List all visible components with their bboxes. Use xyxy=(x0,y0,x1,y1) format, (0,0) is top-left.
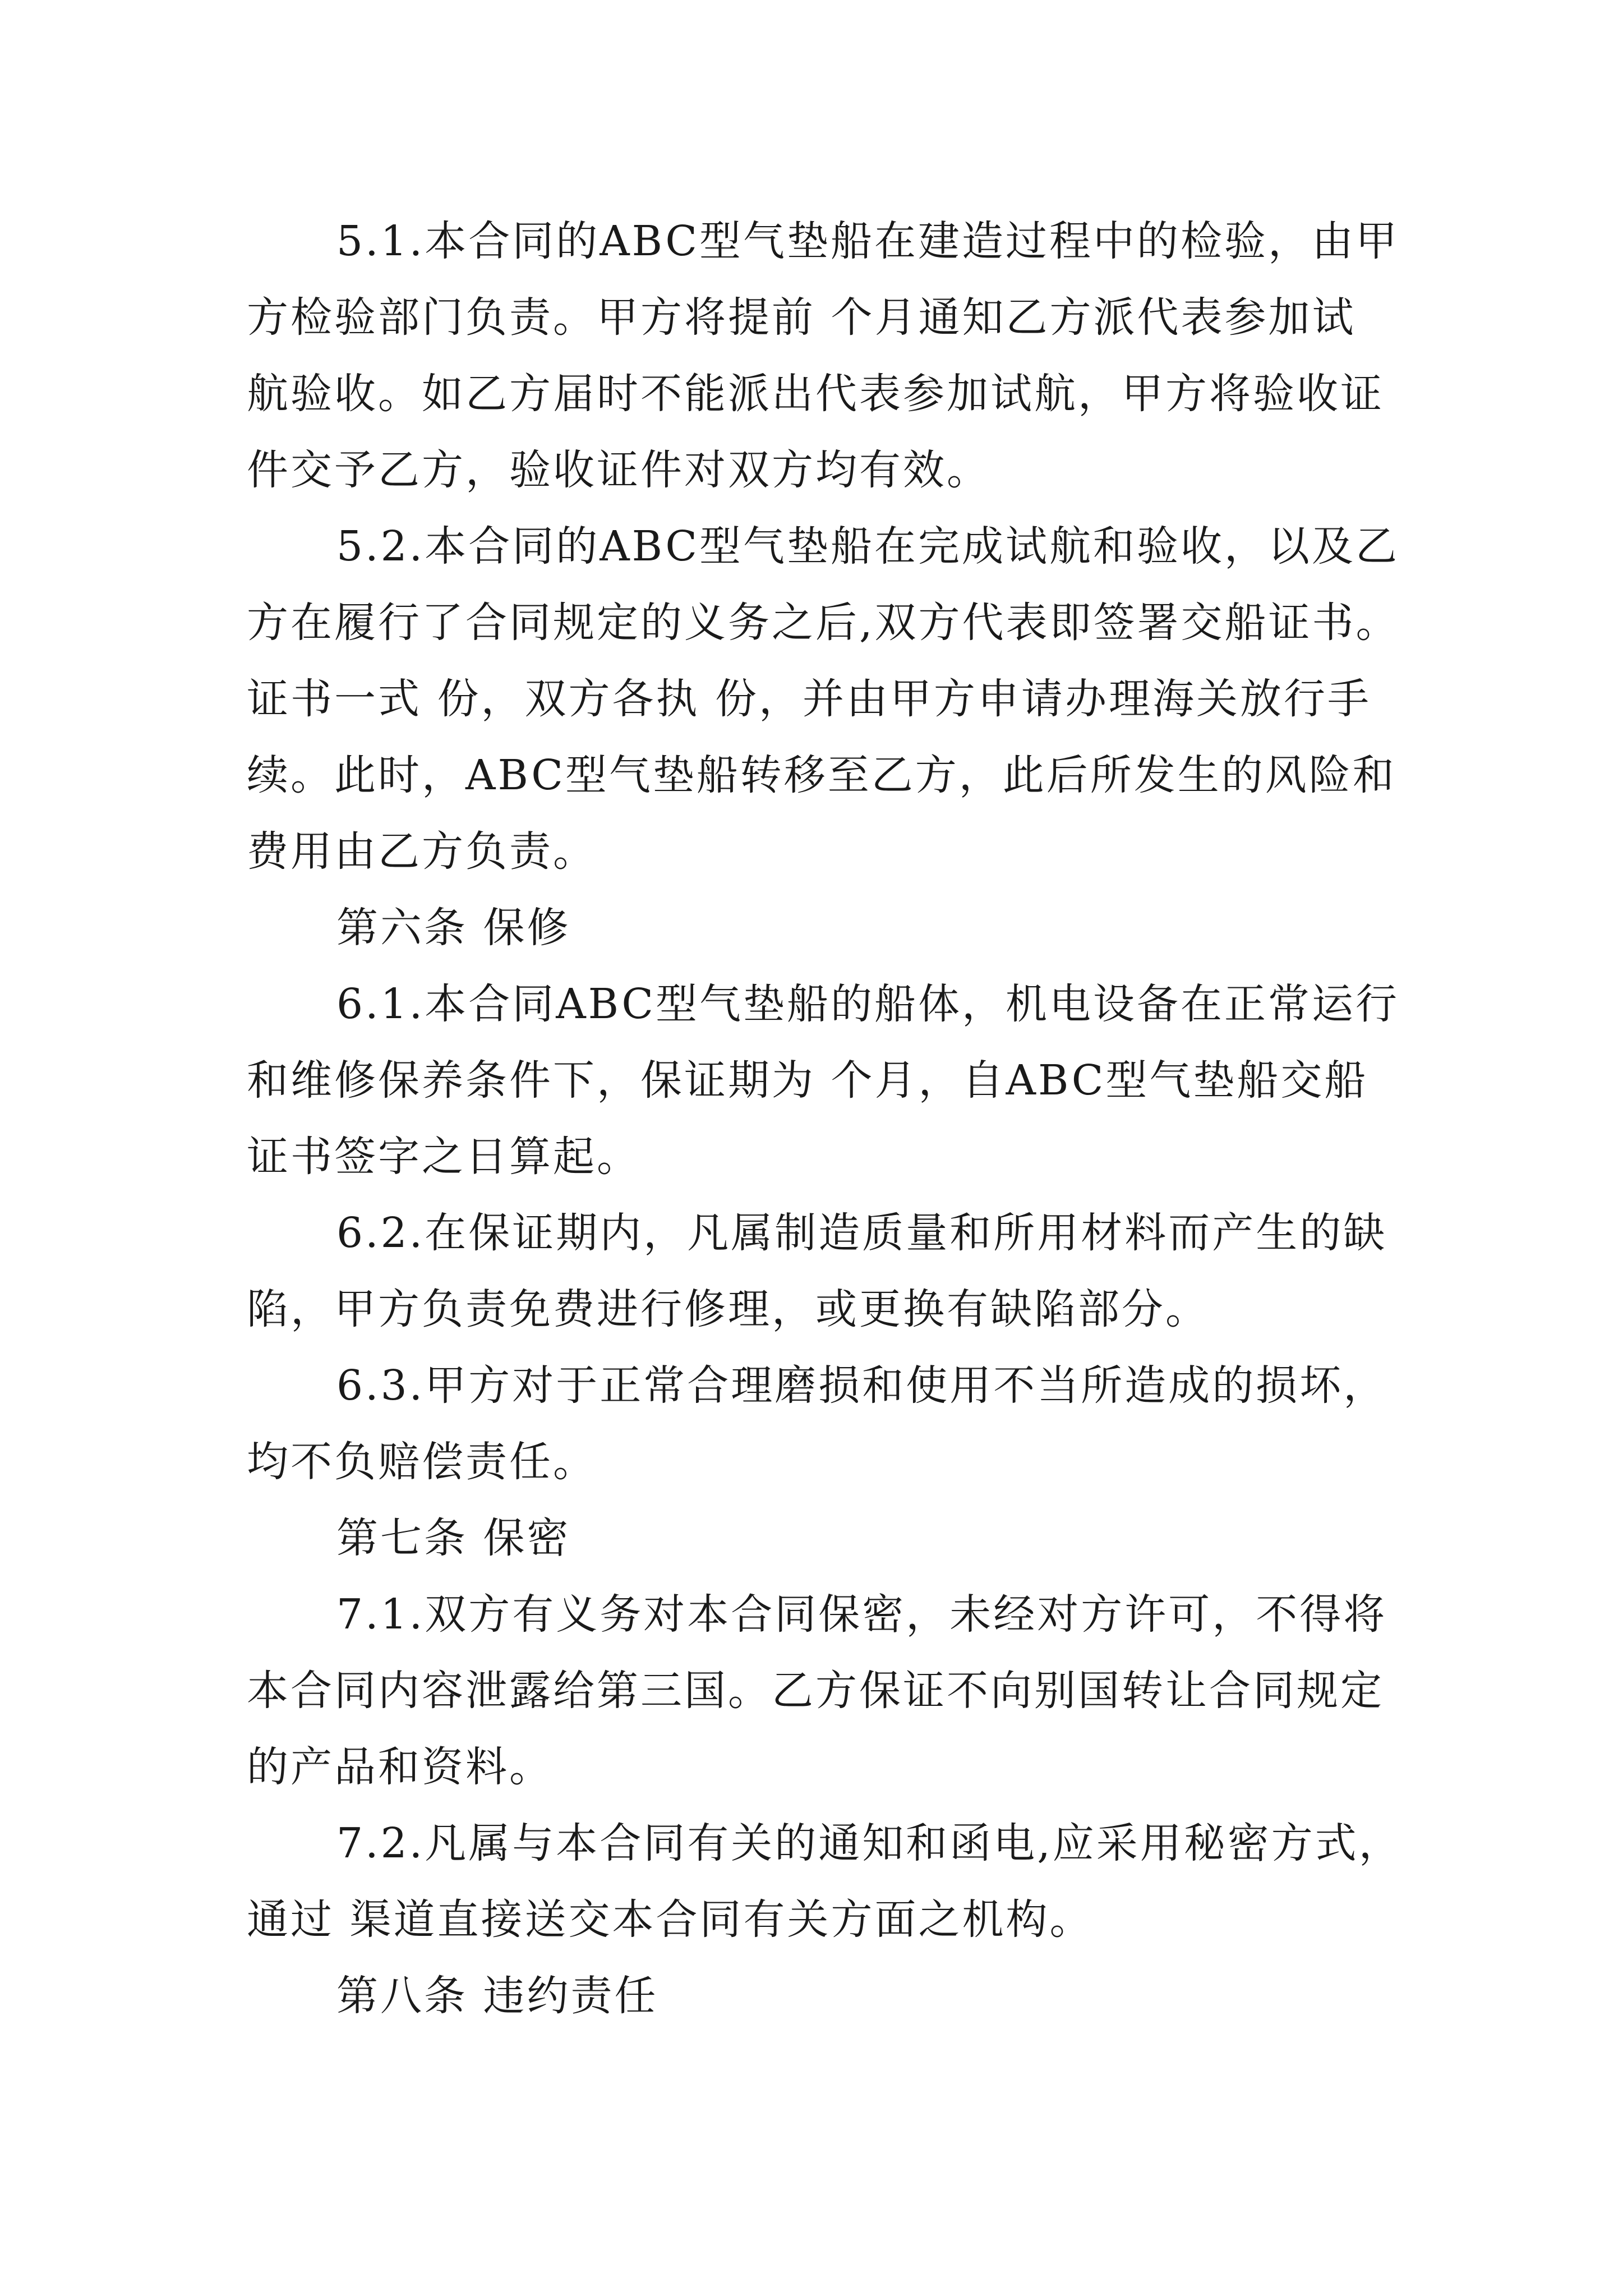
clause-7-1-line-2: 本合同内容泄露给第三国。乙方保证不向别国转让合同规定 xyxy=(247,1667,1384,1715)
clause-7-2-line-2: 通过 渠道直接送交本合同有关方面之机构。 xyxy=(247,1895,1094,1944)
clause-6-1-line-3: 证书签字之日算起。 xyxy=(247,1133,640,1181)
article-8-heading: 第八条 违约责任 xyxy=(336,1972,658,2020)
clause-5-2-line-4: 续。此时，ABC型气垫船转移至乙方，此后所发生的风险和 xyxy=(247,751,1396,799)
article-7-heading: 第七条 保密 xyxy=(336,1514,571,1562)
clause-5-2-line-3: 证书一式 份，双方各执 份，并由甲方申请办理海关放行手 xyxy=(247,675,1372,723)
clause-5-2-line-2: 方在履行了合同规定的义务之后,双方代表即签署交船证书。 xyxy=(247,599,1400,647)
clause-5-2-line-5: 费用由乙方负责。 xyxy=(247,827,597,876)
clause-6-1-line-1: 6.1.本合同ABC型气垫船的船体，机电设备在正常运行 xyxy=(336,980,1400,1028)
clause-5-1-line-4: 件交予乙方，验收证件对双方均有效。 xyxy=(247,446,990,494)
clause-6-2-line-1: 6.2.在保证期内，凡属制造质量和所用材料而产生的缺 xyxy=(336,1209,1387,1257)
clause-6-2-line-2: 陷，甲方负责免费进行修理，或更换有缺陷部分。 xyxy=(247,1285,1209,1333)
article-6-heading: 第六条 保修 xyxy=(336,904,571,952)
clause-6-1-line-2: 和维修保养条件下，保证期为 个月，自ABC型气垫船交船 xyxy=(247,1056,1368,1105)
clause-6-3-line-2: 均不负赔偿责任。 xyxy=(247,1438,597,1486)
clause-6-3-line-1: 6.3.甲方对于正常合理磨损和使用不当所造成的损坏， xyxy=(336,1361,1387,1410)
clause-7-2-line-1: 7.2.凡属与本合同有关的通知和函电,应采用秘密方式， xyxy=(336,1819,1403,1867)
clause-5-1-line-1: 5.1.本合同的ABC型气垫船在建造过程中的检验，由甲 xyxy=(336,217,1400,265)
clause-5-1-line-3: 航验收。如乙方届时不能派出代表参加试航，甲方将验收证 xyxy=(247,370,1384,418)
clause-7-1-line-3: 的产品和资料。 xyxy=(247,1743,553,1791)
clause-5-1-line-2: 方检验部门负责。甲方将提前 个月通知乙方派代表参加试 xyxy=(247,293,1356,342)
clause-7-1-line-1: 7.1.双方有义务对本合同保密，未经对方许可，不得将 xyxy=(336,1590,1387,1639)
clause-5-2-line-1: 5.2.本合同的ABC型气垫船在完成试航和验收，以及乙 xyxy=(336,522,1400,570)
